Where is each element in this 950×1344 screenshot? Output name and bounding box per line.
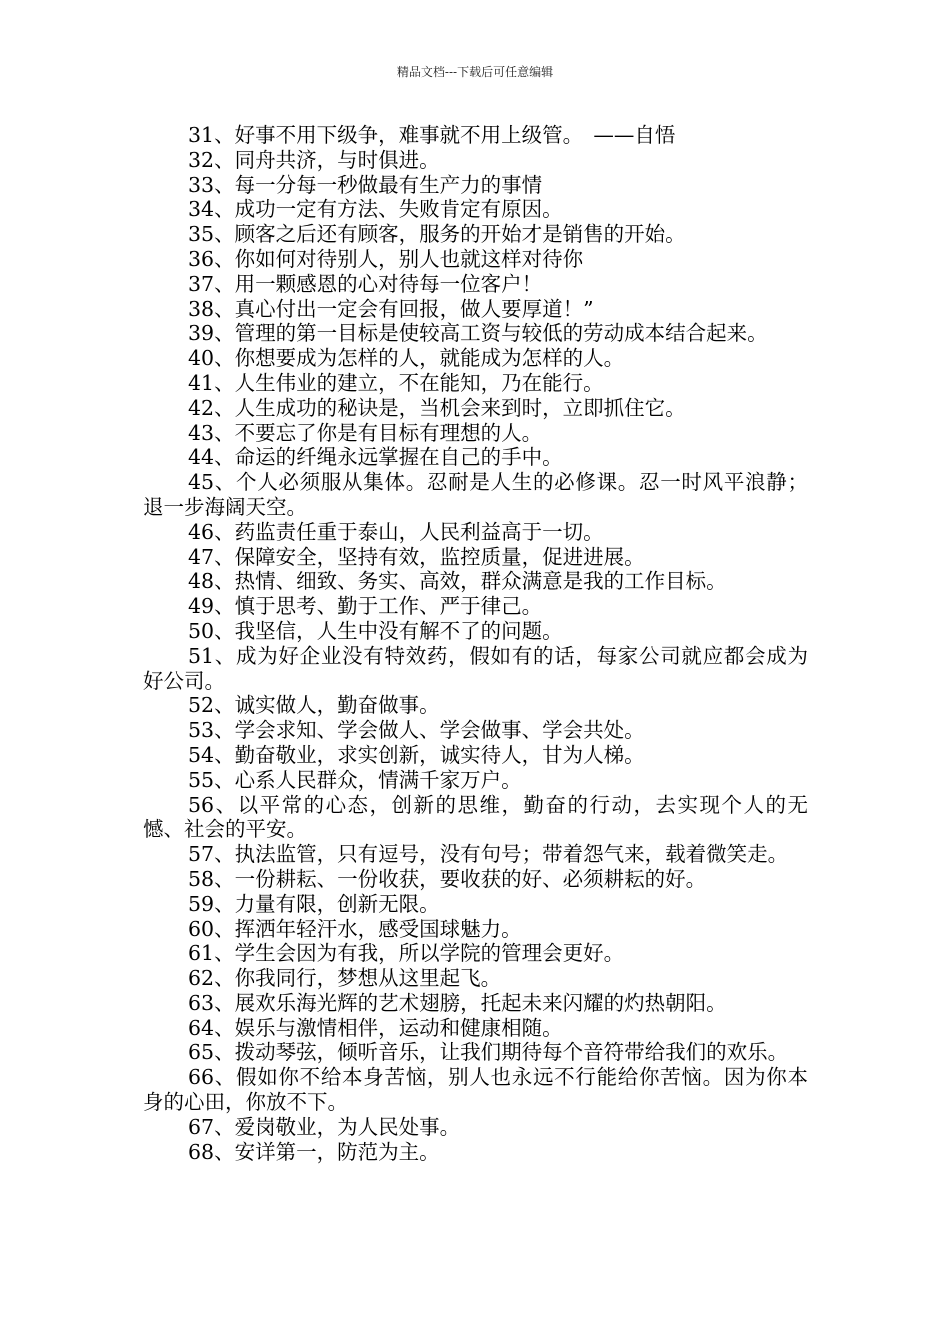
list-item: 55、心系人民群众，情满千家万户。: [188, 767, 522, 792]
list-item: 51、成为好企业没有特效药，假如有的话，每家公司就应都会成为好公司。: [143, 643, 808, 693]
list-item: 64、娱乐与激情相伴，运动和健康相随。: [188, 1015, 563, 1040]
list-item: 42、人生成功的秘诀是，当机会来到时，立即抓住它。: [188, 395, 686, 420]
list-item: 61、学生会因为有我，所以学院的管理会更好。: [188, 941, 625, 966]
list-item: 56、以平常的心态，创新的思维，勤奋的行动，去实现个人的无憾、社会的平安。: [143, 792, 808, 842]
list-item: 65、拨动琴弦，倾听音乐，让我们期待每个音符带给我们的欢乐。: [188, 1040, 789, 1065]
list-item: 59、力量有限，创新无限。: [188, 891, 440, 916]
list-item: 44、命运的纤绳永远掌握在自己的手中。: [188, 445, 563, 470]
list-item: 57、执法监管，只有逗号，没有句号；带着怨气来，载着微笑走。: [188, 842, 789, 867]
list-item: 33、每一分每一秒做最有生产力的事情: [188, 172, 543, 197]
list-item: 66、假如你不给本身苦恼，别人也永远不行能给你苦恼。因为你本身的心田，你放不下。: [143, 1065, 808, 1115]
list-item: 43、不要忘了你是有目标有理想的人。: [188, 420, 543, 445]
list-item: 35、顾客之后还有顾客，服务的开始才是销售的开始。: [188, 222, 686, 247]
list-item: 53、学会求知、学会做人、学会做事、学会共处。: [188, 718, 645, 743]
document-body: [143, 123, 808, 1164]
list-item: 46、药监责任重于泰山，人民利益高于一切。: [188, 519, 604, 544]
page-header: 精品文档---下载后可任意编辑: [396, 65, 554, 79]
list-item: 60、挥洒年轻汗水，感受国球魅力。: [188, 916, 522, 941]
list-item: 63、展欢乐海光辉的艺术翅膀，托起未来闪耀的灼热朝阳。: [188, 990, 727, 1015]
list-item: 50、我坚信，人生中没有解不了的问题。: [188, 618, 563, 643]
list-item: 58、一份耕耘、一份收获，要收获的好、必须耕耘的好。: [188, 866, 707, 891]
list-item: 31、好事不用下级争，难事就不用上级管。 ——自悟: [188, 123, 676, 147]
list-item: 34、成功一定有方法、失败肯定有原因。: [188, 197, 563, 222]
list-item: 40、你想要成为怎样的人，就能成为怎样的人。: [188, 346, 625, 371]
list-item: 68、安详第一，防范为主。: [188, 1139, 440, 1164]
list-item: 67、爱岗敬业，为人民处事。: [188, 1114, 461, 1139]
list-item: 62、你我同行，梦想从这里起飞。: [188, 966, 502, 991]
list-item: 52、诚实做人，勤奋做事。: [188, 693, 440, 718]
list-item: 54、勤奋敬业，求实创新，诚实待人，甘为人梯。: [188, 742, 645, 767]
list-item: 32、同舟共济，与时俱进。: [188, 147, 440, 172]
list-item: 45、个人必须服从集体。忍耐是人生的必修课。忍一时风平浪静；退一步海阔天空。: [143, 470, 808, 519]
list-item: 48、热情、细致、务实、高效，群众满意是我的工作目标。: [188, 569, 727, 594]
list-item: 38、真心付出一定会有回报，做人要厚道！”: [188, 296, 594, 321]
list-item: 37、用一颗感恩的心对待每一位客户！: [188, 271, 543, 296]
list-item: 49、慎于思考、勤于工作、严于律己。: [188, 594, 543, 619]
list-item: 39、管理的第一目标是使较高工资与较低的劳动成本结合起来。: [188, 321, 768, 346]
list-item: 36、你如何对待别人，别人也就这样对待你: [188, 246, 584, 271]
list-item: 41、人生伟业的建立，不在能知，乃在能行。: [188, 370, 604, 395]
list-item: 47、保障安全，坚持有效，监控质量，促进进展。: [188, 544, 645, 569]
